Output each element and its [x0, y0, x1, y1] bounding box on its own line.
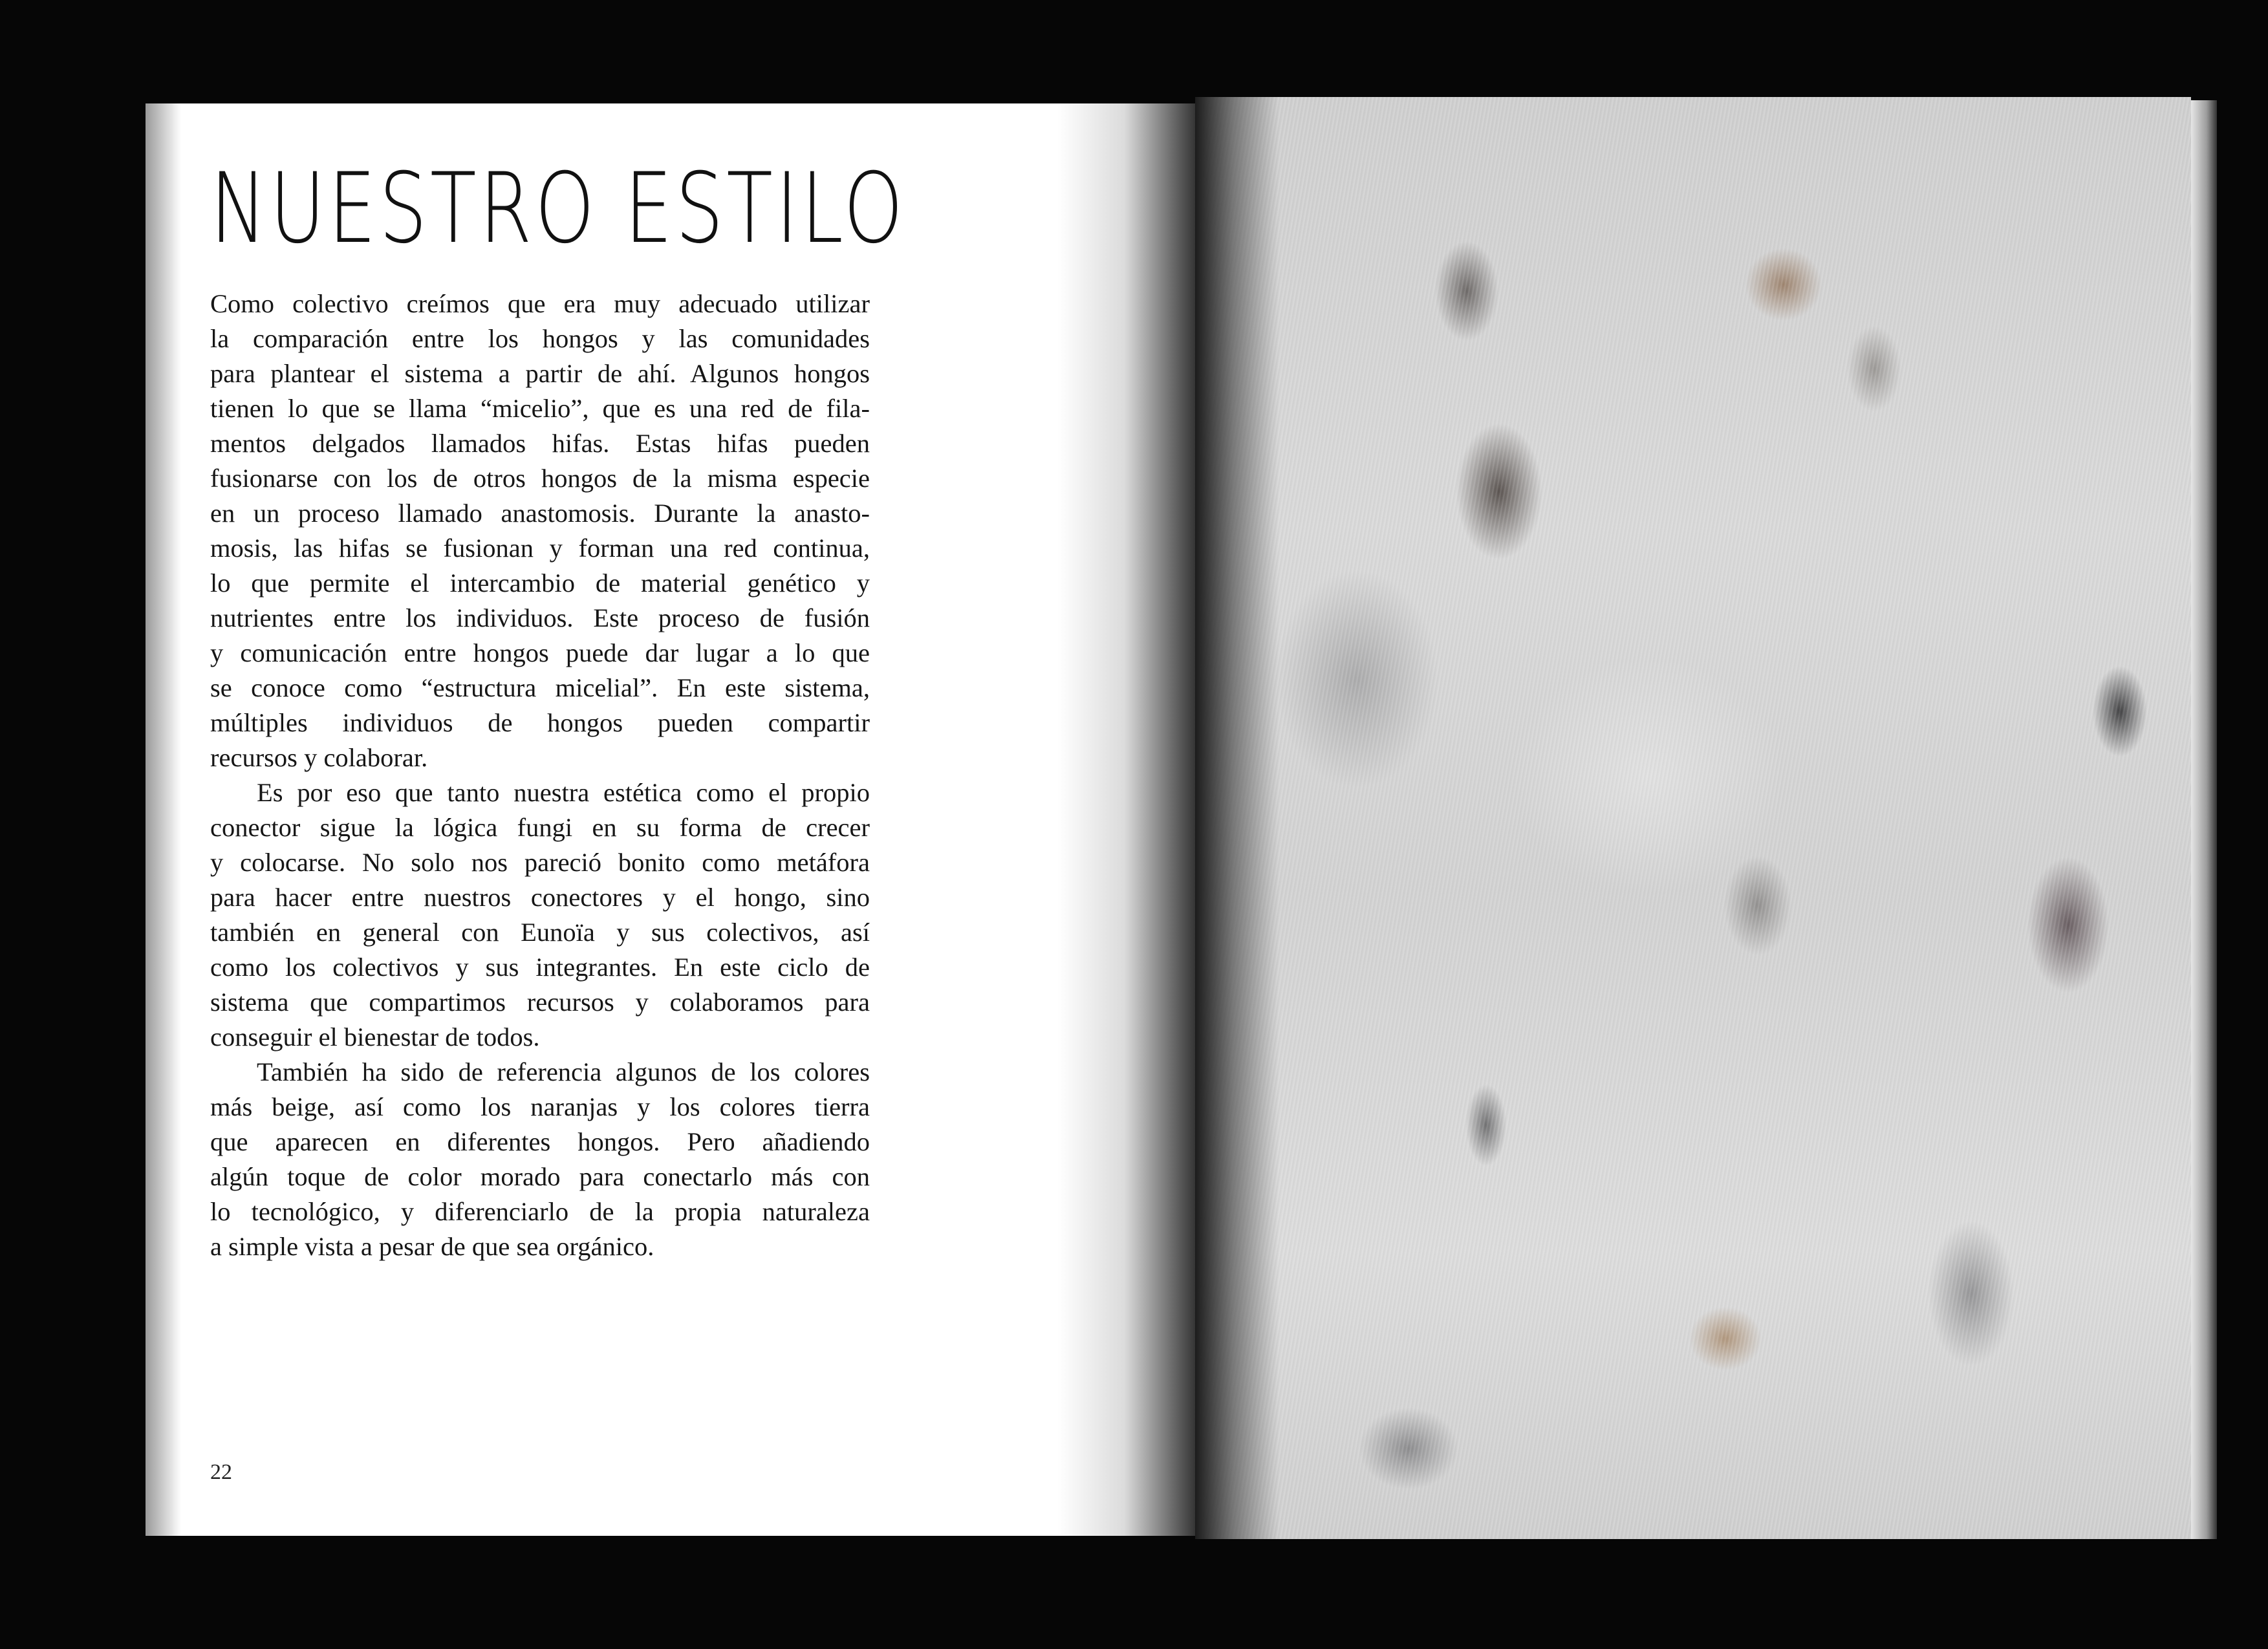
text-line: algún toque de color morado para conectarlo más con — [210, 1162, 870, 1191]
page-number: 22 — [210, 1460, 232, 1484]
text-line: recursos y colaborar. — [210, 743, 428, 772]
text-line: conseguir el bienestar de todos. — [210, 1022, 540, 1051]
text-line: sistema que compartimos recursos y colaboramos para — [210, 987, 870, 1017]
text-line: Es por eso que tanto nuestra estética como el propio — [257, 778, 870, 807]
paragraph — [210, 1055, 870, 1264]
text-line: y colocarse. No solo nos pareció bonito como metáfora — [210, 848, 870, 877]
text-line: lo que permite el intercambio de material genético y — [210, 568, 870, 598]
text-line: fusionarse con los de otros hongos de la misma especie — [210, 464, 870, 493]
text-line: Como colectivo creímos que era muy adecuado utilizar — [210, 289, 870, 318]
text-line: nutrientes entre los individuos. Este proceso de fusión — [210, 603, 870, 632]
text-line: mosis, las hifas se fusionan y forman una red continua, — [210, 534, 870, 563]
text-line: múltiples individuos de hongos pueden compartir — [210, 708, 870, 737]
text-line: la comparación entre los hongos y las comunidades — [210, 324, 870, 353]
text-line: a simple vista a pesar de que sea orgánico. — [210, 1232, 654, 1261]
text-line: tienen lo que se llama “micelio”, que es una red de fila- — [210, 394, 870, 423]
text-line: para hacer entre nuestros conectores y el hongo, sino — [210, 883, 870, 912]
text-line: mentos delgados llamados hifas. Estas hifas pueden — [210, 429, 870, 458]
mycelium-photo — [1195, 97, 2191, 1539]
page-title: NUESTRO ESTILO — [210, 153, 907, 265]
text-line: que aparecen en diferentes hongos. Pero añadiendo — [210, 1127, 870, 1156]
body-text — [210, 286, 870, 1264]
paragraph — [210, 775, 870, 1055]
text-line: también en general con Eunoïa y sus colectivos, así — [210, 918, 870, 947]
text-line: se conoce como “estructura micelial”. En este sistema, — [210, 673, 870, 702]
text-line: y comunicación entre hongos puede dar lugar a lo que — [210, 638, 870, 667]
text-line: como los colectivos y sus integrantes. En este ciclo de — [210, 953, 870, 982]
text-line: conector sigue la lógica fungi en su forma de crecer — [210, 813, 870, 842]
text-line: para plantear el sistema a partir de ahí. Algunos hongos — [210, 359, 870, 388]
text-line: lo tecnológico, y diferenciarlo de la propia naturaleza — [210, 1197, 870, 1226]
paragraph — [210, 286, 870, 775]
text-line: También ha sido de referencia algunos de los colores — [257, 1057, 870, 1086]
page-edge — [2191, 100, 2217, 1539]
left-page — [146, 103, 1206, 1536]
text-line: más beige, así como los naranjas y los colores tierra — [210, 1092, 870, 1121]
text-line: en un proceso llamado anastomosis. Durante la anasto- — [210, 499, 870, 528]
